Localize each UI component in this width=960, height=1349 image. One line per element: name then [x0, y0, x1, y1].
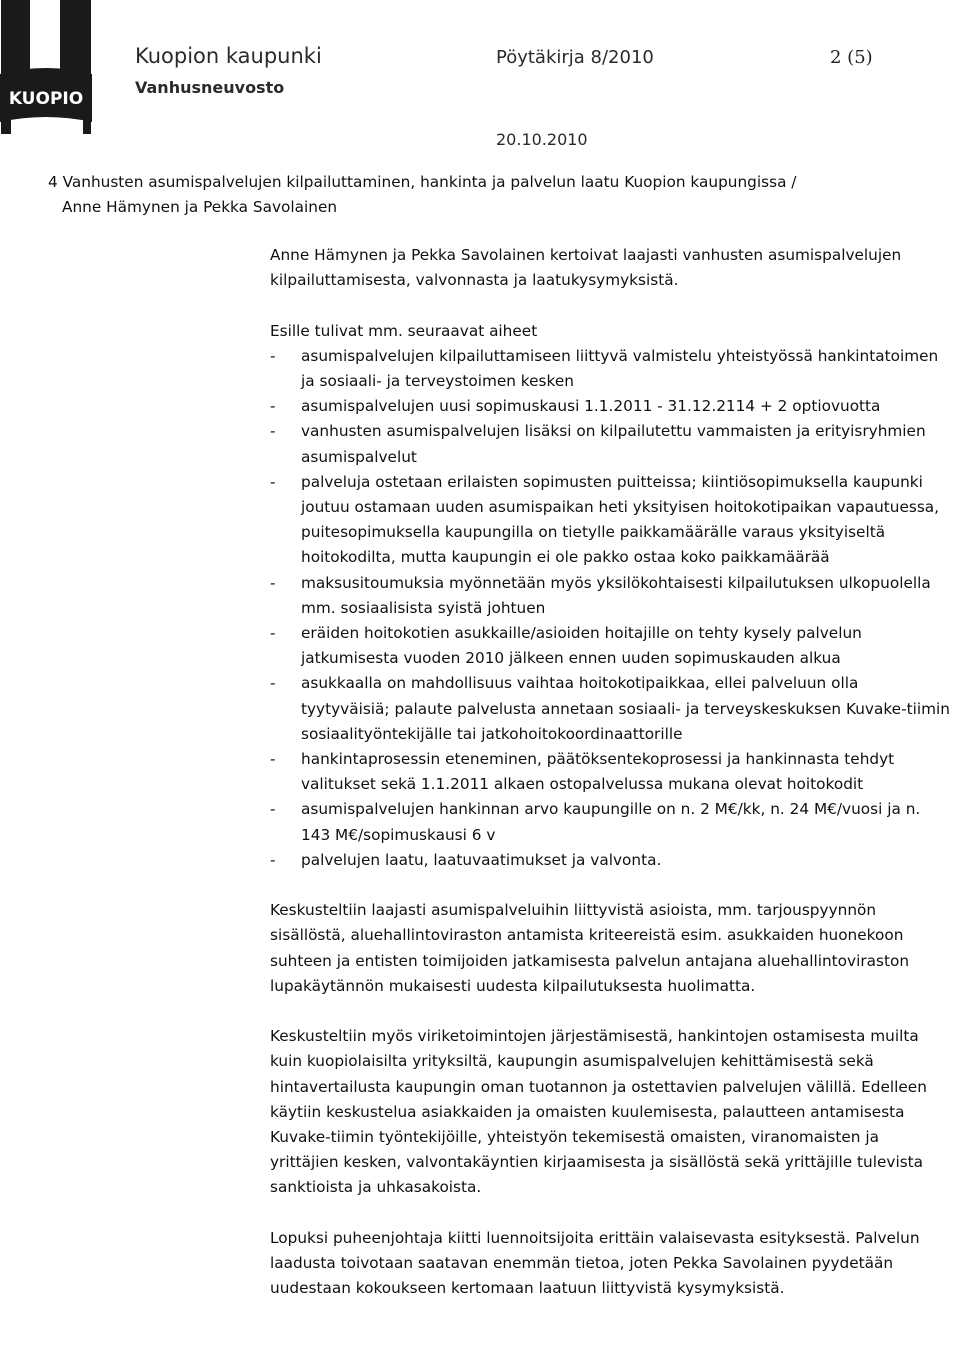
document-title: Pöytäkirja 8/2010: [496, 47, 654, 68]
kuopio-logo: [0, 0, 92, 135]
meeting-date: 20.10.2010: [496, 130, 588, 149]
intro-paragraph: Anne Hämynen ja Pekka Savolainen kertoivat laajasti vanhusten asumispalvelujen kilpailuttamisesta, valvonnasta ja laatukysymyksistä.: [270, 246, 902, 290]
list-item: - palvelujen laatu, laatuvaatimukset ja valvonta.: [270, 848, 950, 873]
page-number: 2 (5): [830, 47, 873, 68]
section-heading-line2: Anne Hämynen ja Pekka Savolainen: [62, 198, 338, 217]
discussion-paragraph: Keskusteltiin laajasti asumispalveluihin liittyvistä asioista, mm. tarjouspyynnön sisällöstä, aluehallintoviraston antamista kriteereistä esim. asukkaiden huonekoon suhteen ja entisten toimijoiden jatkamisesta palvelun antajana aluehallintoviraston lupakäytännön mukaisesti uudesta kilpailutuksesta huolimatta.: [270, 901, 910, 995]
svg-text:KUOPIO: KUOPIO: [8, 89, 84, 109]
list-item: - vanhusten asumispalvelujen lisäksi on kilpailutettu vammaisten ja erityisryhmien asumispalvelut: [270, 419, 950, 469]
closing-paragraph: Lopuksi puheenjohtaja kiitti luennoitsijoita erittäin valaisevasta esityksestä. Palvelun laadusta toivotaan saatavan enemmän tietoa, joten Pekka Savolainen pyydetään uudestaan kokoukseen kertomaan laatuun liittyvistä kysymyksistä.: [270, 1228, 920, 1298]
topics-list: [270, 344, 950, 873]
list-item: - asumispalvelujen kilpailuttamiseen liittyvä valmistelu yhteistyössä hankintatoimen ja sosiaali- ja terveystoimen kesken: [270, 344, 950, 394]
list-item: - maksusitoumuksia myönnetään myös yksilökohtaisesti kilpailutuksen ulkopuolella mm. sosiaalisista syistä johtuen: [270, 571, 950, 621]
topics-lead: Esille tulivat mm. seuraavat aiheet: [270, 321, 538, 340]
organization-name: Kuopion kaupunki: [135, 44, 322, 68]
list-item: - palveluja ostetaan erilaisten sopimusten puitteissa; kiintiösopimuksella kaupunki joutuu ostamaan uuden asumispaikan heti yksityisen hoitokotipaikan vapautuessa, puitesopimuksella kaupungilla on tietylle paikkamäärälle varaus yksityiseltä hoitokodilta, mutta kaupungin ei ole pakko ostaa koko paikkamäärää: [270, 470, 950, 571]
discussion-paragraph-2: Keskusteltiin myös viriketoimintojen järjestämisestä, hankintojen ostamisesta muilta kuin kuopiolaisilta yrityksiltä, kaupungin asumispalvelujen kehittämisestä sekä hintavertailusta kaupungin oman tuotannon ja ostettavien palvelujen välillä. Edelleen käytiin keskustelua asiakkaiden ja omaisten kuulemisesta, palautteen antamisesta Kuvake-tiimin työntekijöille, yhteistyön tekemisestä omaisten, viranomaisten ja yrittäjien kesken, valvontakäyntien kirjaamisesta ja sisällöstä sekä yrittäjille tulevista sanktioista ja uhkasakoista.: [270, 1027, 927, 1197]
minutes-body: [270, 243, 950, 1301]
list-item: - asumispalvelujen uusi sopimuskausi 1.1.2011 - 31.12.2114 + 2 optiovuotta: [270, 394, 950, 419]
section-heading-line1: 4 Vanhusten asumispalvelujen kilpailuttaminen, hankinta ja palvelun laatu Kuopion kaupungissa /: [48, 173, 797, 191]
list-item: - hankintaprosessin eteneminen, päätöksentekoprosessi ja hankinnasta tehdyt valitukset sekä 1.1.2011 alkaen ostopalvelussa mukana olevat hoitokodit: [270, 747, 950, 797]
list-item: - eräiden hoitokotien asukkaille/asioiden hoitajille on tehty kysely palvelun jatkumisesta vuoden 2010 jälkeen ennen uuden sopimuskauden alkua: [270, 621, 950, 671]
board-name: Vanhusneuvosto: [135, 78, 285, 97]
list-item: - asukkaalla on mahdollisuus vaihtaa hoitokotipaikkaa, ellei palveluun olla tyytyväisiä; palaute palvelusta annetaan sosiaali- ja terveyskeskuksen Kuvake-tiimin sosiaalityöntekijälle tai jatkohoitokoordinaattorille: [270, 671, 950, 747]
list-item: - asumispalvelujen hankinnan arvo kaupungille on n. 2 M€/kk, n. 24 M€/vuosi ja n. 143 M€/sopimuskausi 6 v: [270, 797, 950, 847]
section-heading: [48, 170, 928, 220]
